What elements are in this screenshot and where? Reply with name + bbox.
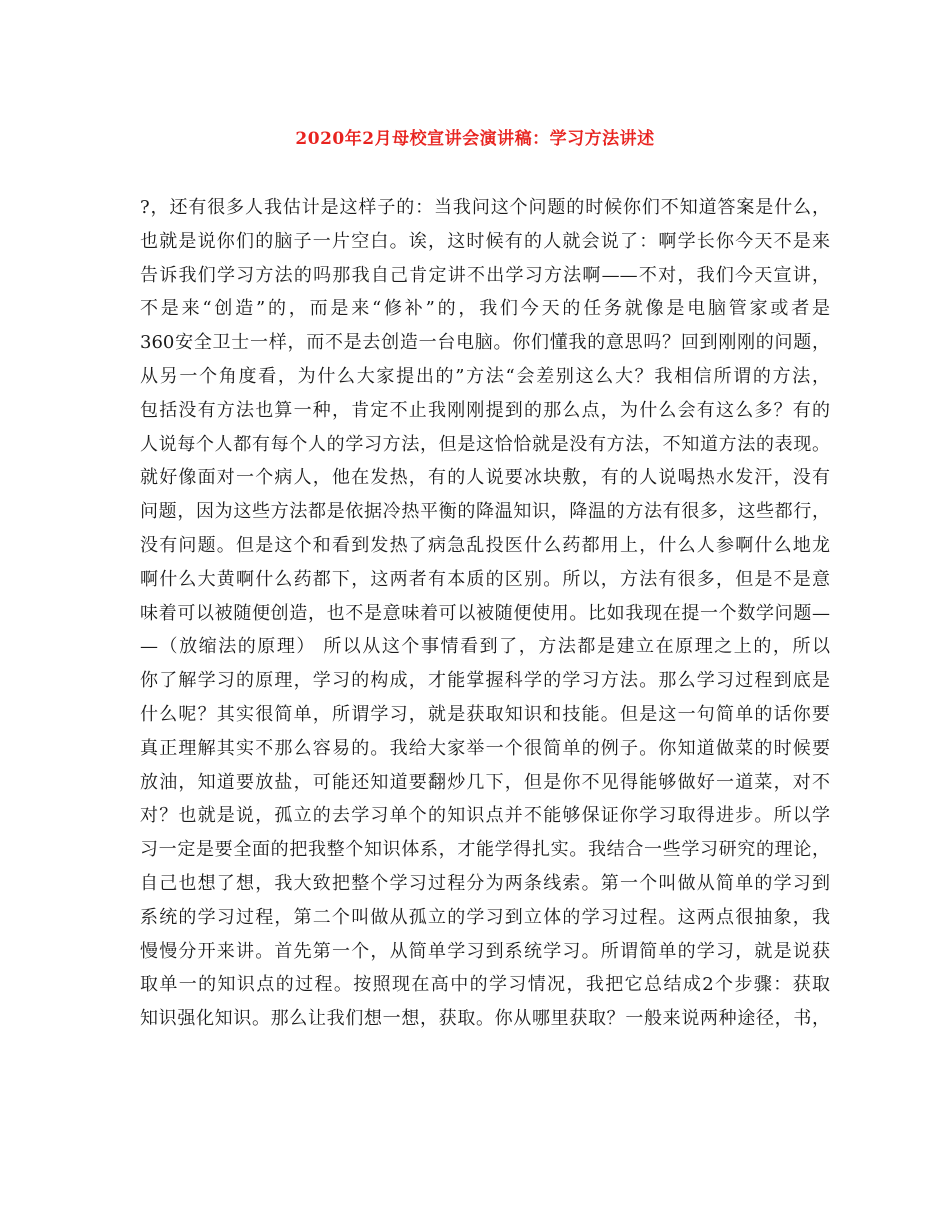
body-line: 包括没有方法也算一种，肯定不止我刚刚提到的那么点，为什么会有这么多？有的	[140, 399, 830, 421]
body-line: 系统的学习过程，第二个叫做从孤立的学习到立体的学习过程。这两点很抽象，我	[140, 906, 830, 928]
body-line: 问题，因为这些方法都是依据冷热平衡的降温知识，降温的方法有很多，这些都行，	[140, 501, 830, 523]
body-line: 没有问题。但是这个和看到发热了病急乱投医什么药都用上，什么人参啊什么地龙	[140, 534, 830, 556]
document-title: 2020年2月母校宣讲会演讲稿：学习方法讲述	[295, 129, 655, 149]
body-line: 就好像面对一个病人，他在发热，有的人说要冰块敷，有的人说喝热水发汗，没有	[140, 467, 830, 489]
body-line: 360安全卫士一样，而不是去创造一台电脑。你们懂我的意思吗？回到刚刚的问题，	[140, 332, 830, 354]
body-line: 啊什么大黄啊什么药都下，这两者有本质的区别。所以，方法有很多，但是不是意	[140, 568, 830, 590]
body-line: 告诉我们学习方法的吗那我自己肯定讲不出学习方法啊——不对，我们今天宣讲，	[140, 264, 830, 286]
body-line: —（放缩法的原理） 所以从这个事情看到了，方法都是建立在原理之上的，所以	[140, 636, 830, 658]
body-line: 取单一的知识点的过程。按照现在高中的学习情况，我把它总结成2个步骤：获取	[140, 974, 830, 996]
body-line: 你了解学习的原理，学习的构成，才能掌握科学的学习方法。那么学习过程到底是	[140, 670, 830, 692]
body-line: 从另一个角度看，为什么大家提出的”方法“会差别这么大？我相信所谓的方法，	[140, 365, 830, 387]
document-body	[140, 191, 830, 1036]
body-line: 放油，知道要放盐，可能还知道要翻炒几下，但是你不见得能够做好一道菜，对不	[140, 771, 830, 793]
body-line: 习一定是要全面的把我整个知识体系，才能学得扎实。我结合一些学习研究的理论，	[140, 839, 830, 861]
body-line: 慢慢分开来讲。首先第一个，从简单学习到系统学习。所谓简单的学习，就是说获	[140, 940, 830, 962]
body-line: 也就是说你们的脑子一片空白。诶，这时候有的人就会说了：啊学长你今天不是来	[140, 230, 830, 252]
body-line: 味着可以被随便创造，也不是意味着可以被随便使用。比如我现在提一个数学问题—	[140, 602, 830, 624]
body-line: 不是来“创造”的，而是来“修补”的，我们今天的任务就像是电脑管家或者是	[140, 298, 830, 320]
body-line: 什么呢？其实很简单，所谓学习，就是获取知识和技能。但是这一句简单的话你要	[140, 703, 830, 725]
body-line: ?，还有很多人我估计是这样子的：当我问这个问题的时候你们不知道答案是什么，	[140, 197, 830, 218]
body-line: 对？也就是说，孤立的去学习单个的知识点并不能够保证你学习取得进步。所以学	[140, 805, 830, 827]
body-line: 知识强化知识。那么让我们想一想，获取。你从哪里获取？一般来说两种途径，书，	[140, 1008, 830, 1030]
body-line: 真正理解其实不那么容易的。我给大家举一个很简单的例子。你知道做菜的时候要	[140, 737, 830, 759]
body-line: 自己也想了想，我大致把整个学习过程分为两条线索。第一个叫做从简单的学习到	[140, 872, 830, 894]
body-line: 人说每个人都有每个人的学习方法，但是这恰恰就是没有方法，不知道方法的表现。	[140, 433, 830, 455]
